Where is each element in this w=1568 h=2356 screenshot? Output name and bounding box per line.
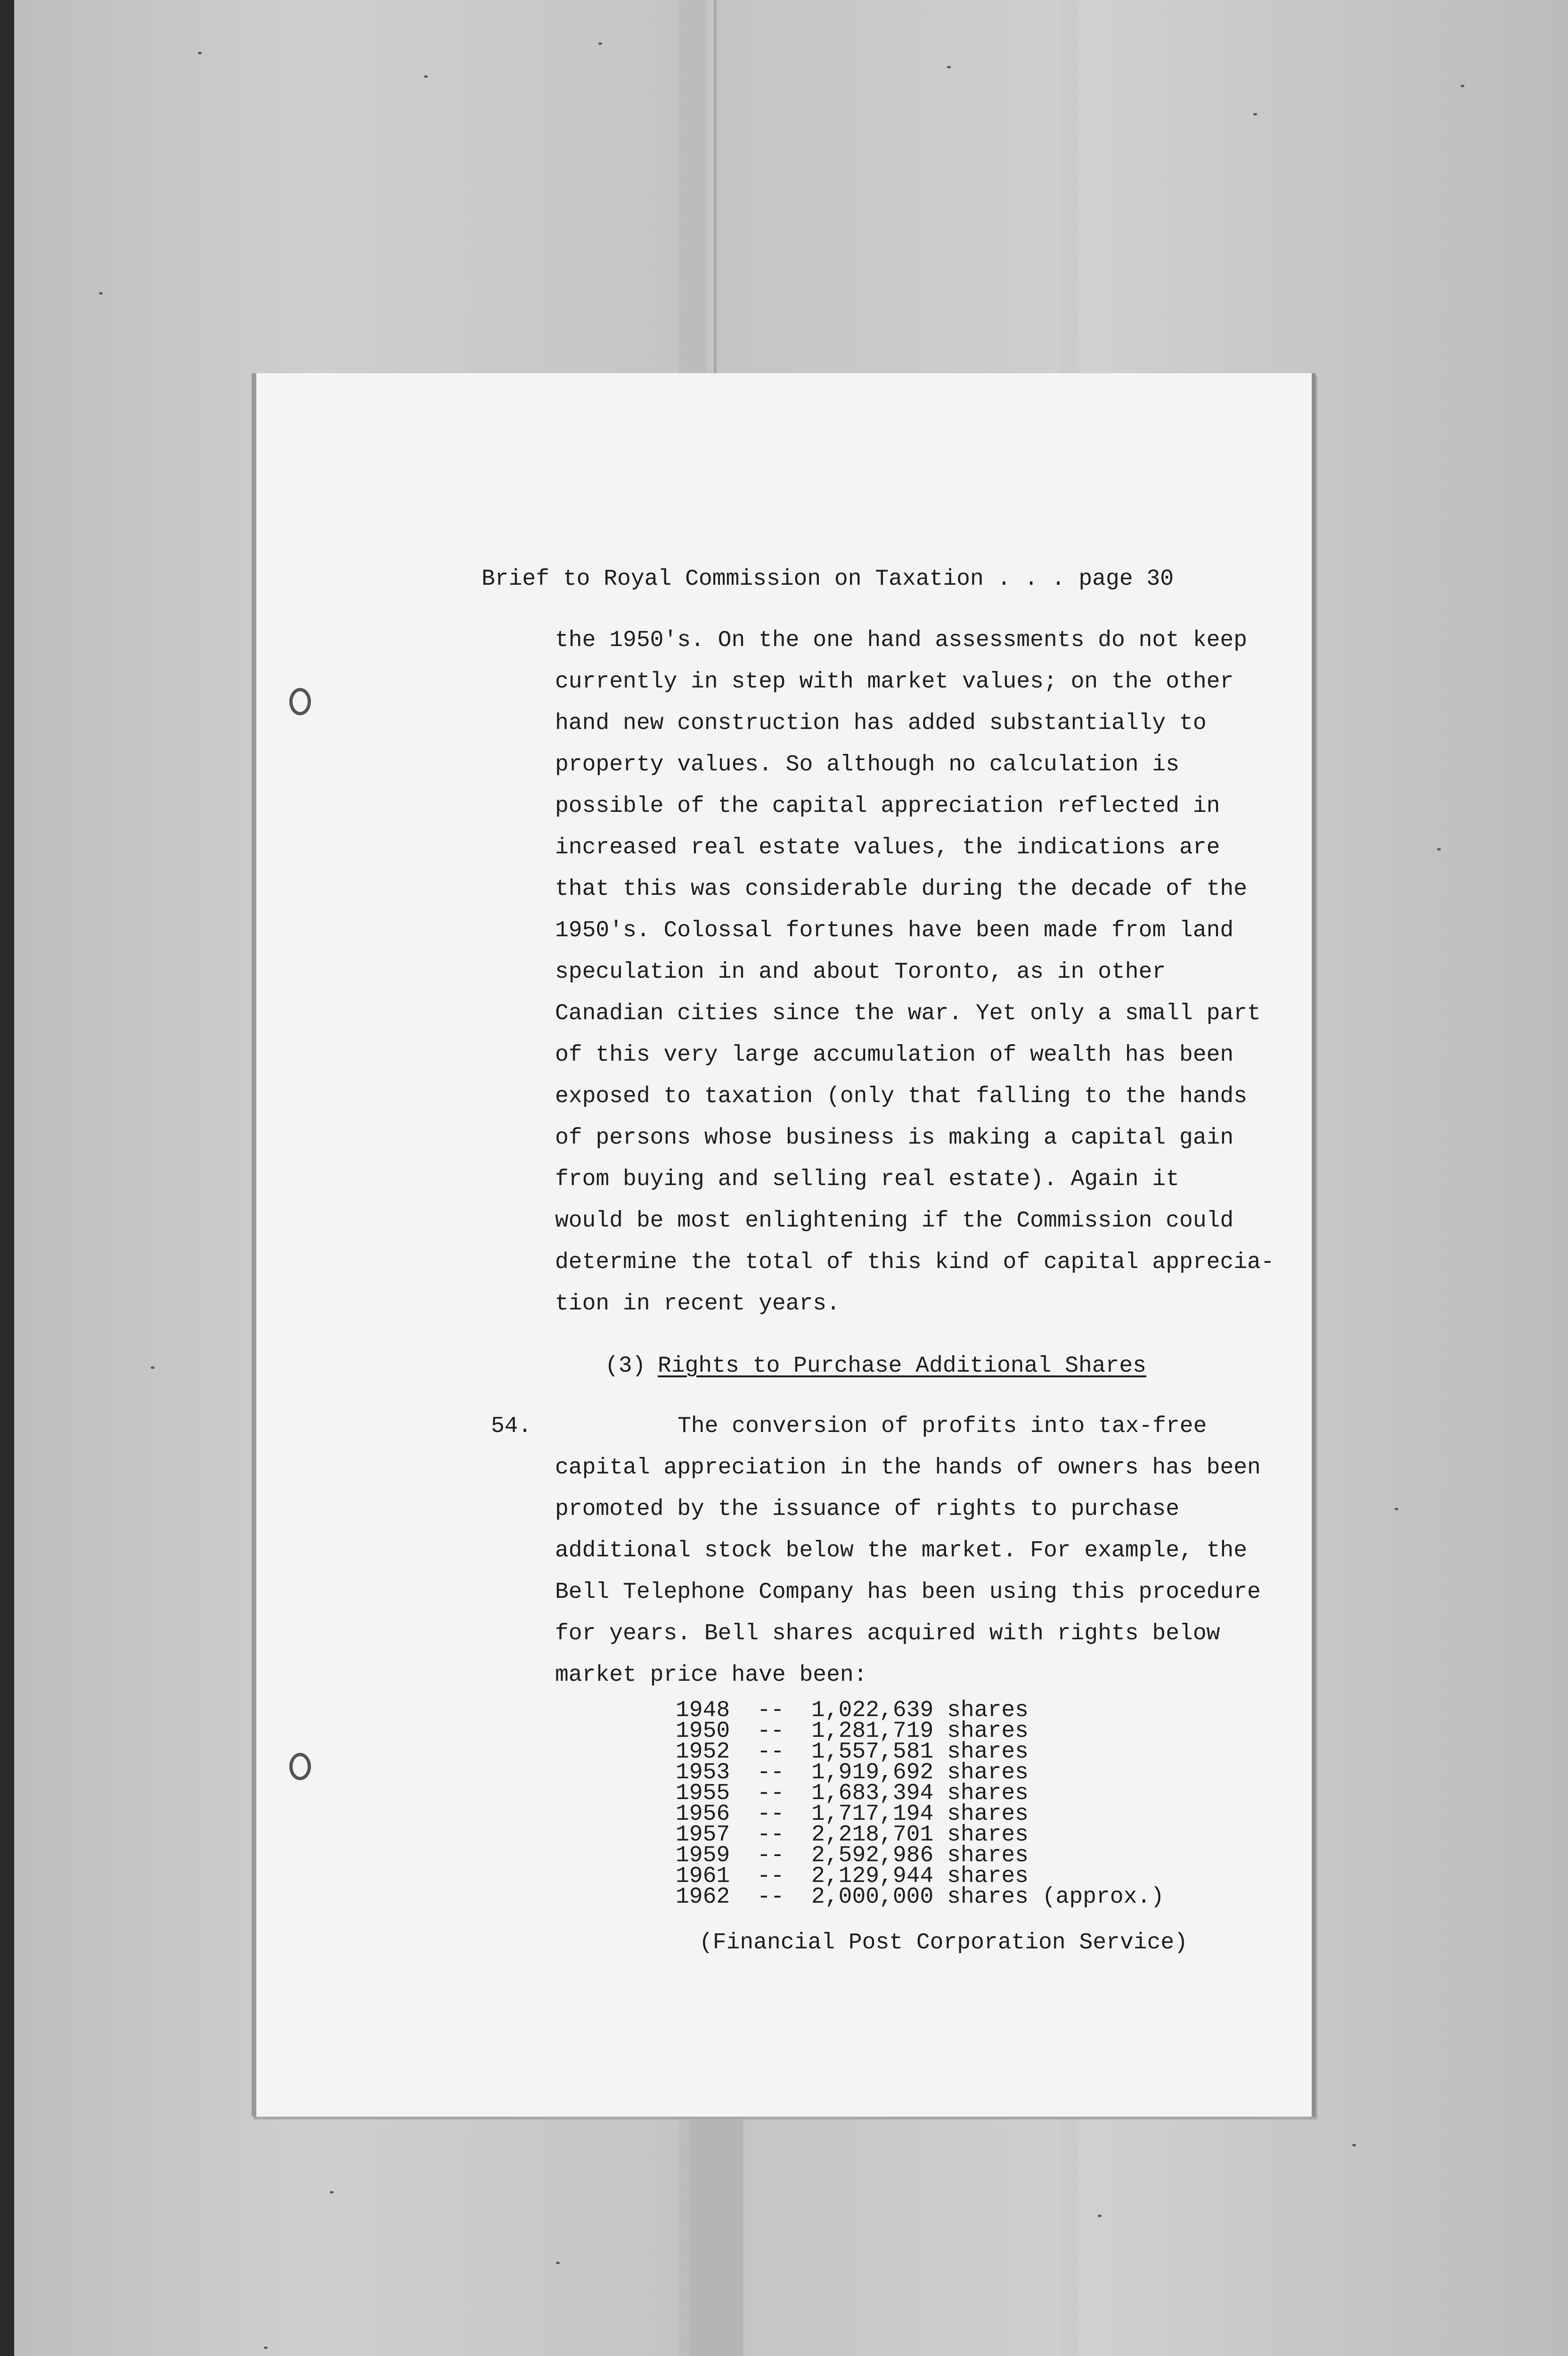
text-line: capital appreciation in the hands of owners has been [555, 1455, 1261, 1481]
year-cell: 1950 [676, 1718, 730, 1744]
punch-hole [289, 688, 311, 715]
text-line: the 1950's. On the one hand assessments do not keep [555, 628, 1248, 653]
year-cell: 1948 [676, 1698, 730, 1723]
text-line: of this very large accumulation of wealth has been [555, 1042, 1234, 1068]
paragraph-number: 54. [491, 1414, 532, 1439]
year-cell: 1953 [676, 1760, 730, 1785]
table-row [676, 1783, 1029, 1804]
unit-cell: shares [947, 1843, 1029, 1868]
dust-speck [1253, 113, 1257, 115]
unit-cell: shares [947, 1698, 1029, 1723]
text-line: hand new construction has added substantially to [555, 711, 1207, 736]
shares-cell: 1,717,194 [811, 1801, 934, 1827]
year-cell: 1962 [676, 1884, 730, 1910]
text-line: The conversion of profits into tax-free [678, 1414, 1207, 1439]
dash-cell: -- [757, 1801, 784, 1827]
text-line: that this was considerable during the decade of the [555, 876, 1248, 902]
table-row [676, 1884, 1164, 1910]
unit-cell: shares [947, 1760, 1029, 1785]
table-row [676, 1822, 1029, 1848]
table-row [676, 1718, 1029, 1744]
unit-cell: shares [947, 1781, 1029, 1806]
text-line: exposed to taxation (only that falling to the hands [555, 1084, 1248, 1109]
text-line: would be most enlightening if the Commission could [555, 1208, 1234, 1234]
unit-cell: shares [947, 1801, 1029, 1827]
dust-speck [1352, 2144, 1356, 2146]
shares-cell: 1,557,581 [811, 1739, 934, 1765]
shares-cell: 2,000,000 [811, 1884, 934, 1910]
text-line: Canadian cities since the war. Yet only a small part [555, 1001, 1261, 1026]
unit-cell: shares [947, 1864, 1029, 1889]
dust-speck [947, 66, 951, 68]
text-line: determine the total of this kind of capital apprecia- [555, 1250, 1274, 1275]
text-line: possible of the capital appreciation reflected in [555, 794, 1220, 819]
year-cell: 1956 [676, 1801, 730, 1827]
shares-cell: 2,129,944 [811, 1864, 934, 1889]
unit-cell: shares [947, 1718, 1029, 1744]
year-cell: 1957 [676, 1822, 730, 1848]
text-line: from buying and selling real estate). Again it [555, 1167, 1180, 1192]
table-row [676, 1845, 1029, 1866]
unit-cell: shares (approx.) [947, 1884, 1164, 1910]
text-line: speculation in and about Toronto, as in other [555, 959, 1166, 985]
punch-hole [289, 1753, 311, 1780]
dash-cell: -- [757, 1760, 784, 1785]
dust-speck [1461, 85, 1464, 87]
shares-cell: 2,218,701 [811, 1822, 934, 1848]
text-line: Bell Telephone Company has been using this procedure [555, 1579, 1261, 1605]
dash-cell: -- [757, 1843, 784, 1868]
year-cell: 1955 [676, 1781, 730, 1806]
dust-speck [198, 52, 202, 54]
shares-cell: 1,022,639 [811, 1698, 934, 1723]
table-row [676, 1739, 1029, 1765]
dash-cell: -- [757, 1698, 784, 1723]
film-edge [0, 0, 14, 2356]
shares-cell: 1,281,719 [811, 1718, 934, 1744]
unit-cell: shares [947, 1739, 1029, 1765]
film-streak [689, 2116, 743, 2356]
year-cell: 1961 [676, 1864, 730, 1889]
dash-cell: -- [757, 1884, 784, 1910]
table-row [676, 1700, 1029, 1721]
page-header: Brief to Royal Commission on Taxation . . . page 30 [482, 566, 1174, 592]
unit-cell: shares [947, 1822, 1029, 1848]
dash-cell: -- [757, 1718, 784, 1744]
dust-speck [264, 2347, 268, 2349]
text-line: of persons whose business is making a capital gain [555, 1125, 1234, 1151]
text-line: additional stock below the market. For example, the [555, 1538, 1248, 1563]
text-line: for years. Bell shares acquired with rights below [555, 1621, 1220, 1646]
dash-cell: -- [757, 1864, 784, 1889]
text-line: promoted by the issuance of rights to purchase [555, 1497, 1180, 1522]
dust-speck [598, 42, 602, 45]
document-page [252, 373, 1315, 2117]
shares-cell: 1,919,692 [811, 1760, 934, 1785]
table-row [676, 1801, 1029, 1827]
dust-speck [151, 1366, 155, 1369]
shares-cell: 1,683,394 [811, 1781, 934, 1806]
section-title: Rights to Purchase Additional Shares [658, 1353, 1146, 1379]
text-line: property values. So although no calculation is [555, 752, 1180, 777]
dust-speck [330, 2191, 334, 2193]
dust-speck [556, 2262, 560, 2264]
dust-speck [1395, 1508, 1398, 1510]
dust-speck [1098, 2215, 1102, 2217]
dust-speck [99, 292, 103, 294]
text-line: tion in recent years. [555, 1291, 840, 1317]
text-line: market price have been: [555, 1662, 867, 1688]
section-number: (3) [605, 1353, 646, 1379]
shares-cell: 2,592,986 [811, 1843, 934, 1868]
year-cell: 1959 [676, 1843, 730, 1868]
text-line: currently in step with market values; on the other [555, 669, 1234, 695]
table-row [676, 1866, 1029, 1887]
dust-speck [424, 75, 428, 78]
dash-cell: -- [757, 1822, 784, 1848]
table-row [676, 1762, 1029, 1783]
dash-cell: -- [757, 1781, 784, 1806]
year-cell: 1952 [676, 1739, 730, 1765]
text-line: increased real estate values, the indications are [555, 835, 1220, 860]
text-line: 1950's. Colossal fortunes have been made from land [555, 918, 1234, 943]
source-note: (Financial Post Corporation Service) [699, 1930, 1188, 1955]
dust-speck [1437, 848, 1441, 851]
dash-cell: -- [757, 1739, 784, 1765]
